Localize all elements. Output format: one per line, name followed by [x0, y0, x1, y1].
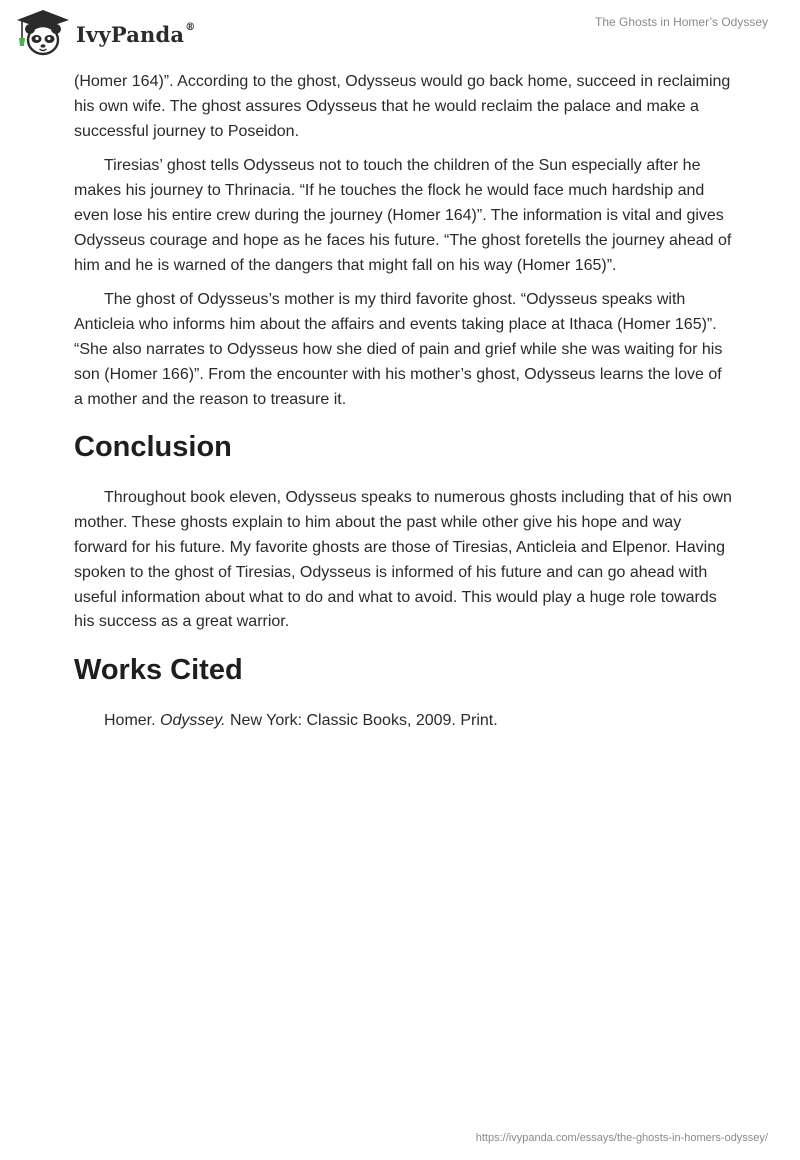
citation-title: Odyssey. — [160, 712, 226, 730]
running-title: The Ghosts in Homer’s Odyssey — [595, 15, 768, 29]
citation-publication: New York: Classic Books, 2009. Print. — [229, 712, 498, 730]
body-paragraph: The ghost of Odysseus’s mother is my third favorite ghost. “Odysseus speaks with Anticleia who informs him about the affairs and events taking place at Ithaca (Homer 165)”. “She also narrates to Odysseus how she died of pain and grief while she was waiting for his son (Homer 166)”. From the encounter with his mother’s ghost, Odysseus learns the love of a mother and the reason to treasure it. — [74, 291, 723, 408]
source-url[interactable]: https://ivypanda.com/essays/the-ghosts-in-homers-odyssey/ — [475, 1132, 768, 1144]
citation-author: Homer. — [104, 712, 156, 730]
essay-body — [74, 70, 734, 734]
conclusion-heading: Conclusion — [74, 431, 232, 464]
body-paragraph: Tiresias’ ghost tells Odysseus not to touch the children of the Sun especially after he makes his journey to Thrinacia. “If he touches the flock he would face much hardship and even lose his entire crew during the journey (Homer 164)”. The information is vital and gives Odysseus courage and hope as he faces his future. “The ghost foretells the journey ahead of him and he is warned of the dangers that might fall on his way (Homer 165)”. — [74, 157, 732, 274]
conclusion-paragraph: Throughout book eleven, Odysseus speaks to numerous ghosts including that of his own mother. These ghosts explain to him about the past while other give his hope and way forward for his future. My favorite ghosts are those of Tiresias, Anticleia and Elpenor. Having spoken to the ghost of Tiresias, Odysseus is informed of his future and can go ahead with useful information about what to do and what to avoid. This would play a huge role towards his success as a great warrior. — [74, 489, 732, 631]
citation-entry — [74, 709, 734, 734]
brand-name: IvyPanda® — [76, 21, 196, 47]
ivypanda-logo[interactable] — [14, 8, 195, 58]
panda-graduation-cap-icon — [14, 8, 72, 58]
page-header — [0, 0, 800, 66]
body-paragraph: (Homer 164)”. According to the ghost, Odysseus would go back home, succeed in reclaiming his own wife. The ghost assures Odysseus that he would reclaim the palace and make a successful journey to Poseidon. — [74, 73, 731, 140]
registered-mark: ® — [185, 21, 196, 33]
works-cited-heading: Works Cited — [74, 654, 243, 687]
